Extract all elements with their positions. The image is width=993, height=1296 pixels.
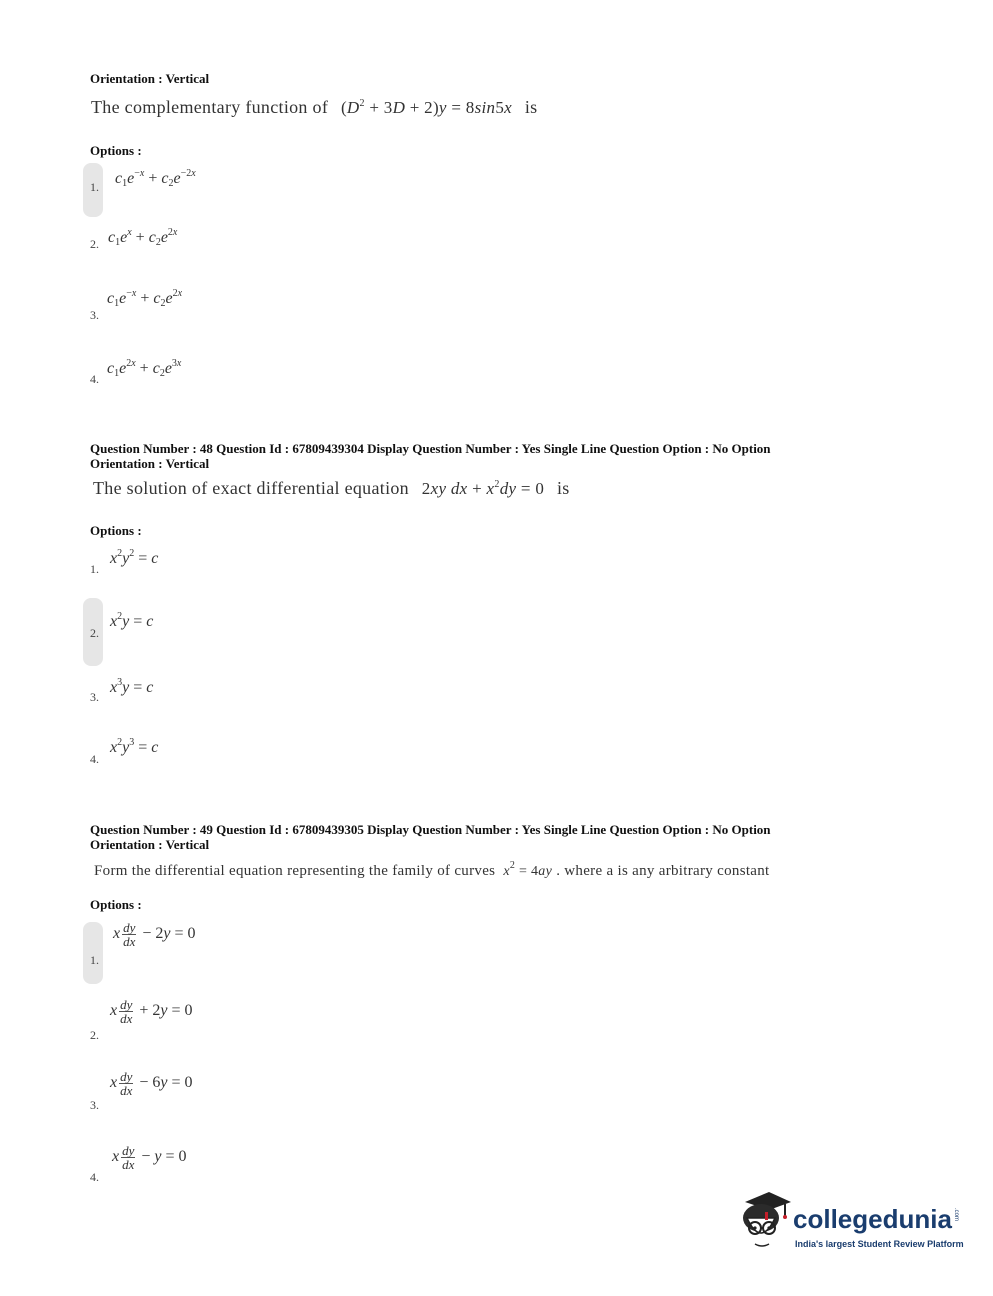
q48-option-2-number: 2. xyxy=(90,626,99,640)
q48-option-1[interactable]: $x^2y^2 = c$ xyxy=(110,548,159,567)
q48-option-3-number: 3. xyxy=(90,690,99,704)
q47-option-2-number: 2. xyxy=(90,237,99,251)
q49-question-label: Form the differential equation representing the family of curves xyxy=(94,863,496,879)
q47-option-2[interactable]: $c_1e^x + c_2e^{2x}$ xyxy=(108,227,178,248)
q48-option-3[interactable]: $x^3y = c$ xyxy=(110,677,154,696)
q49-meta xyxy=(90,822,771,852)
q49-option-2[interactable]: x $\frac{dy}{dx}$ + 2y = 0 xyxy=(110,997,193,1026)
q49-option-2-number: 2. xyxy=(90,1028,99,1042)
q49-option-1-number: 1. xyxy=(90,953,99,967)
q48-option-4-number: 4. xyxy=(90,752,99,766)
q47-orientation: Orientation : Vertical xyxy=(90,71,210,86)
q48-equation: 2xy dx + $x^2dy = 0$ xyxy=(421,479,545,498)
q49-option-1[interactable]: x $\frac{dy}{dx}$ − 2y = 0 xyxy=(113,920,196,949)
q49-equation: $x^2 = 4ay$ xyxy=(503,860,553,879)
q47-question-end: is xyxy=(524,97,538,117)
q48-question-label: The solution of exact differential equation xyxy=(93,478,409,498)
q47-equation: $(D^2 + 3D + 2)y = 8\sin 5x$ xyxy=(340,98,512,117)
q48-option-1-number: 1. xyxy=(90,562,99,576)
q49-question-text xyxy=(94,860,770,880)
q47-option-3-number: 3. xyxy=(90,308,99,322)
q48-orientation: Orientation : Vertical xyxy=(90,456,210,471)
logo-wordmark: collegedunia xyxy=(793,1204,952,1234)
q49-option-4-number: 4. xyxy=(90,1170,99,1184)
q47-question-label: The complementary function of xyxy=(91,97,329,117)
q47-options-label: Options : xyxy=(90,143,142,158)
q48-option-2[interactable]: $x^2y = c$ xyxy=(110,611,154,630)
logo-tagline: India's largest Student Review Platform xyxy=(795,1239,964,1249)
logo-com: .com xyxy=(953,1208,959,1222)
q48-question-text xyxy=(93,478,570,499)
q47-option-1-number: 1. xyxy=(90,180,99,194)
q47-option-1[interactable]: $c_1e^{-x} + c_2e^{-2x}$ xyxy=(115,168,196,189)
q49-option-4[interactable]: x $\frac{dy}{dx}$ − y = 0 xyxy=(112,1143,187,1172)
q47-option-4-number: 4. xyxy=(90,372,99,386)
collegedunia-logo xyxy=(735,1188,965,1260)
mascot-icon xyxy=(735,1188,793,1260)
q49-meta-line1: Question Number : 49 Question Id : 67809439305 Display Question Number : Yes Single Line Question Option : No Option xyxy=(90,822,771,837)
q49-option-3-number: 3. xyxy=(90,1098,99,1112)
q49-option-3[interactable]: x $\frac{dy}{dx}$ − 6y = 0 xyxy=(110,1069,193,1098)
q47-option-3[interactable]: $c_1e^{-x} + c_2e^{2x}$ xyxy=(107,288,183,309)
q49-question-end: . where a is any arbitrary constant xyxy=(556,863,770,879)
q48-meta xyxy=(90,441,771,471)
q48-options-label: Options : xyxy=(90,523,142,538)
q48-meta-line1: Question Number : 48 Question Id : 67809439304 Display Question Number : Yes Single Line Question Option : No Option xyxy=(90,441,771,456)
q48-question-end: is xyxy=(556,478,570,498)
q49-orientation: Orientation : Vertical xyxy=(90,837,210,852)
q47-option-4[interactable]: $c_1e^{2x} + c_2e^{3x}$ xyxy=(107,358,182,379)
q48-option-4[interactable]: $x^2y^3 = c$ xyxy=(110,737,159,756)
q49-options-label: Options : xyxy=(90,897,142,912)
q47-question-text xyxy=(91,97,537,118)
